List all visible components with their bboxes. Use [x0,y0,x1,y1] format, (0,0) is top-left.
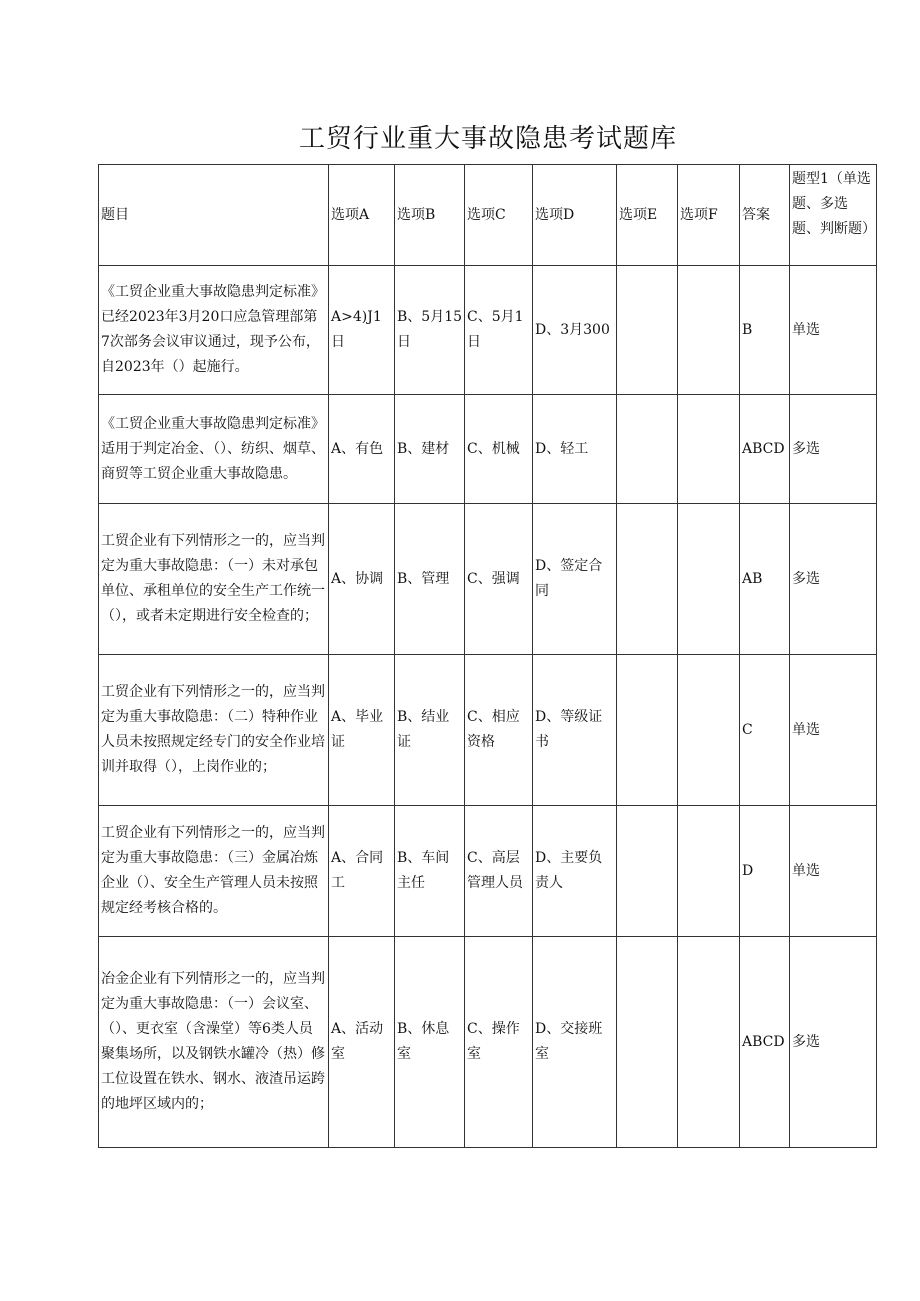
option-a-cell: A>4)J1日 [329,266,395,395]
table-row [99,937,877,1148]
option-d-cell: D、主要负责人 [533,806,617,937]
option-c-cell: C、操作室 [465,937,533,1148]
option-e-cell [617,937,678,1148]
type-cell: 单选 [790,266,877,395]
question-cell: 《工贸企业重大事故隐患判定标准》适用于判定冶金、（）、纺织、烟草、商贸等工贸企业重大事故隐患。 [99,395,329,504]
table-row [99,266,877,395]
question-bank-table [98,164,877,1148]
header-option-a: 选项A [329,165,395,266]
option-c-cell: C、相应资格 [465,655,533,806]
header-option-f: 选项F [678,165,740,266]
option-b-cell: B、5月15日 [395,266,465,395]
header-type: 题型1（单选题、多选题、判断题） [790,165,877,266]
option-b-cell: B、车间主任 [395,806,465,937]
header-option-b: 选项B [395,165,465,266]
question-cell: 工贸企业有下列情形之一的，应当判定为重大事故隐患：（三）金属冶炼企业（）、安全生产管理人员未按照规定经考核合格的。 [99,806,329,937]
type-cell: 单选 [790,806,877,937]
option-f-cell [678,655,740,806]
option-c-cell: C、5月1日 [465,266,533,395]
option-c-cell: C、高层管理人员 [465,806,533,937]
option-e-cell [617,806,678,937]
question-cell: 工贸企业有下列情形之一的，应当判定为重大事故隐患：（一）未对承包单位、承租单位的安全生产工作统一（），或者未定期进行安全检查的； [99,504,329,655]
option-a-cell: A、有色 [329,395,395,504]
option-e-cell [617,395,678,504]
table-row [99,395,877,504]
answer-cell: C [740,655,790,806]
answer-cell: B [740,266,790,395]
option-e-cell [617,266,678,395]
option-f-cell [678,504,740,655]
table-row [99,655,877,806]
answer-cell: ABCD [740,395,790,504]
option-a-cell: A、协调 [329,504,395,655]
option-d-cell: D、等级证书 [533,655,617,806]
table-row [99,806,877,937]
option-b-cell: B、休息室 [395,937,465,1148]
option-b-cell: B、结业证 [395,655,465,806]
answer-cell: AB [740,504,790,655]
option-e-cell [617,655,678,806]
option-f-cell [678,266,740,395]
header-option-e: 选项E [617,165,678,266]
option-e-cell [617,504,678,655]
option-a-cell: A、毕业证 [329,655,395,806]
header-answer: 答案 [740,165,790,266]
option-c-cell: C、强调 [465,504,533,655]
type-cell: 多选 [790,395,877,504]
option-d-cell: D、轻工 [533,395,617,504]
option-c-cell: C、机械 [465,395,533,504]
header-question: 题目 [99,165,329,266]
type-cell: 单选 [790,655,877,806]
option-b-cell: B、建材 [395,395,465,504]
option-d-cell: D、签定合同 [533,504,617,655]
page-title: 工贸行业重大事故隐患考试题库 [298,124,677,154]
question-cell: 《工贸企业重大事故隐患判定标准》已经2023年3月20口应急管理部第7次部务会议审议通过，现予公布，自2023年（）起施行。 [99,266,329,395]
table-row [99,504,877,655]
answer-cell: ABCD [740,937,790,1148]
header-option-d: 选项D [533,165,617,266]
answer-cell: D [740,806,790,937]
option-a-cell: A、合同工 [329,806,395,937]
type-cell: 多选 [790,504,877,655]
table-header-row [99,165,877,266]
question-cell: 工贸企业有下列情形之一的，应当判定为重大事故隐患：（二）特种作业人员未按照规定经专门的安全作业培训并取得（），上岗作业的； [99,655,329,806]
question-cell: 冶金企业有下列情形之一的，应当判定为重大事故隐患：（一）会议室、（）、更衣室（含澡堂）等6类人员聚集场所，以及钢铁水罐冷（热）修工位设置在铁水、钢水、液渣吊运跨的地坪区域内的； [99,937,329,1148]
type-cell: 多选 [790,937,877,1148]
header-option-c: 选项C [465,165,533,266]
option-d-cell: D、交接班室 [533,937,617,1148]
option-f-cell [678,806,740,937]
option-d-cell: D、3月300 [533,266,617,395]
option-f-cell [678,395,740,504]
option-f-cell [678,937,740,1148]
option-a-cell: A、活动室 [329,937,395,1148]
option-b-cell: B、管理 [395,504,465,655]
